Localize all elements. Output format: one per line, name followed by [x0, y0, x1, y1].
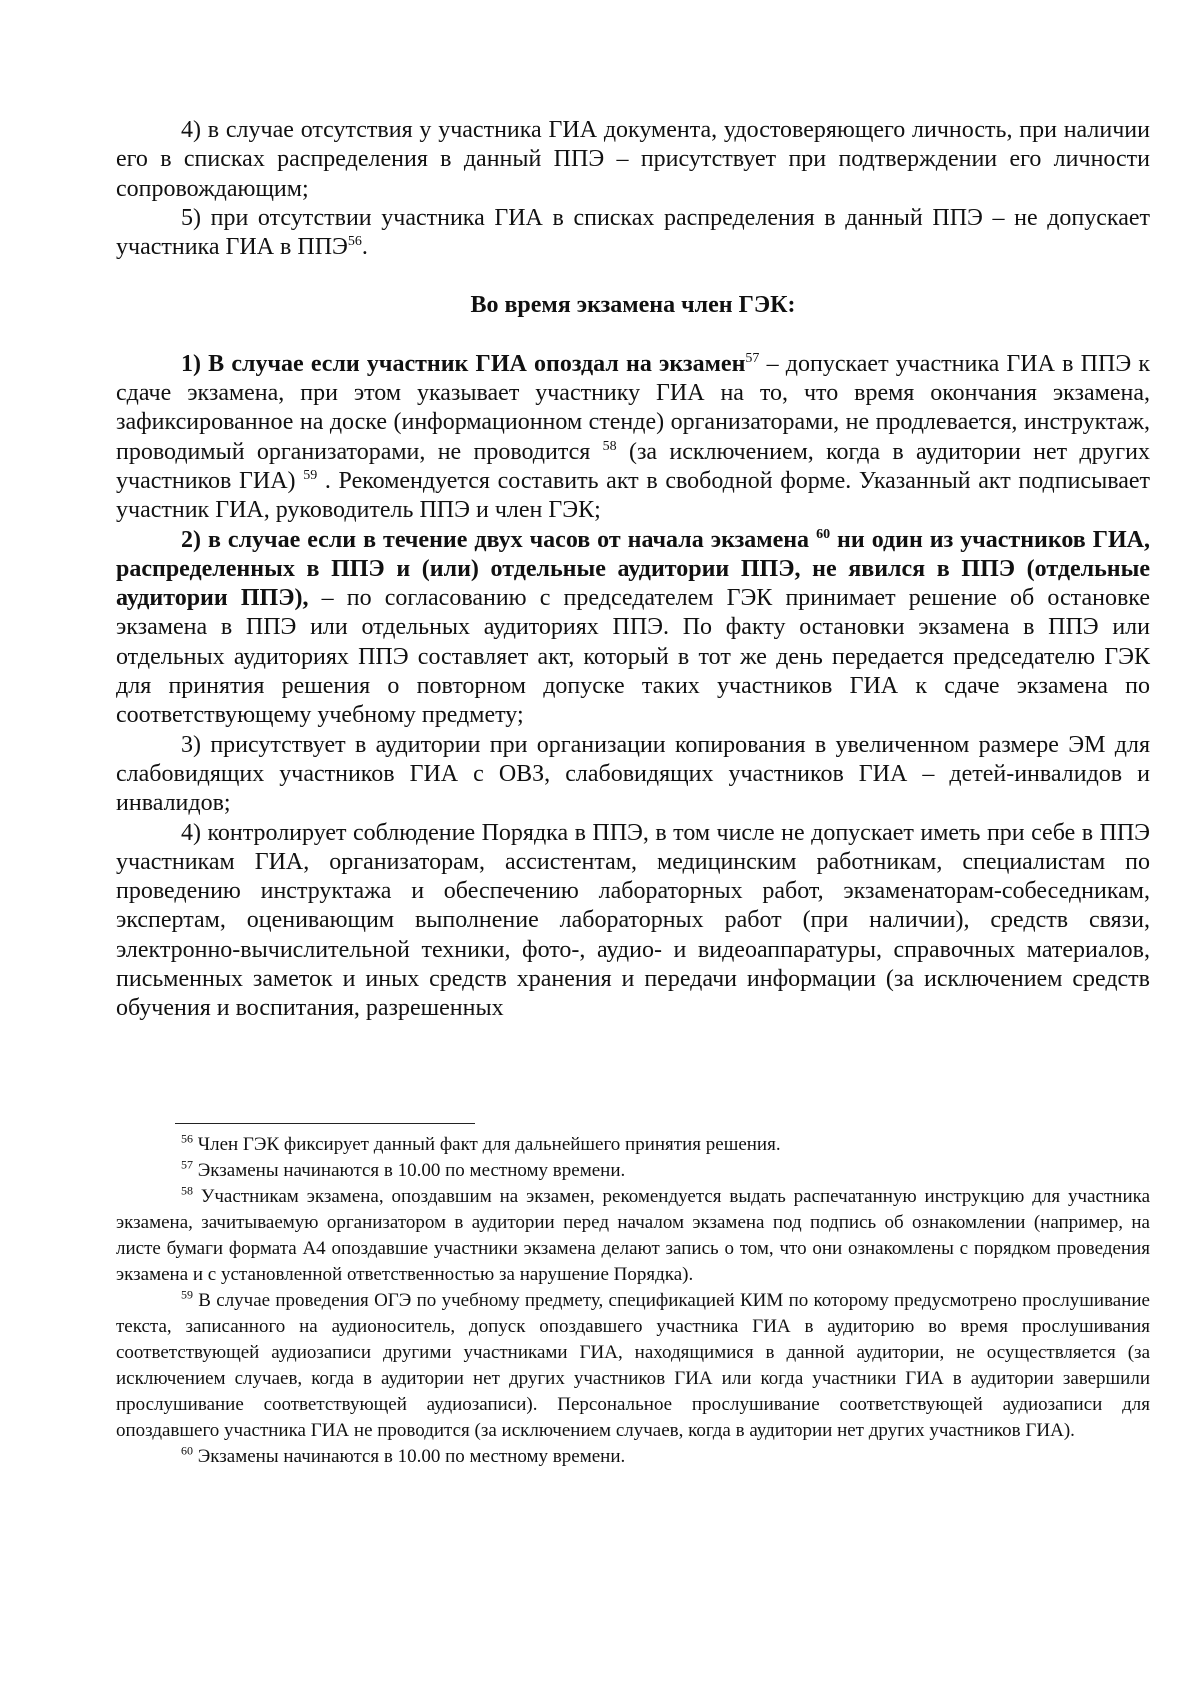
footnote-ref-56: 56: [347, 234, 362, 250]
footnote-56: $^{56}$ Член ГЭК фиксирует данный факт для дальнейшего принятия решения.: [181, 1131, 781, 1155]
footnote-ref-59: 59: [303, 467, 318, 483]
footnote-ref-60: 60: [816, 526, 831, 542]
footnote-ref-57: 57: [745, 350, 760, 366]
paragraph-item-4: 4) в случае отсутствия у участника ГИА документа, удостоверяющего личность, при наличии его в списках распределения в данный ППЭ – присутствует при подтверждении его личности сопровождающим;: [116, 117, 1150, 202]
footnote-58: $^{58}$ Участникам экзамена, опоздавшим на экзамен, рекомендуется выдать распечатанную инструкцию для участника экзамена, зачитываемую организатором в аудитории перед началом экзамена под подпись об ознакомлении (например, на листе бумаги формата А4 опоздавшие участники экзамена делают запись о том, что они ознакомлены с порядком проведения экзамена и с установленной ответственностью за нарушение Порядка).: [116, 1183, 1150, 1285]
exam-item-4: 4) контролирует соблюдение Порядка в ППЭ, в том числе не допускает иметь при себе в ППЭ участникам ГИА, организаторам, ассистентам, медицинским работникам, специалистам по проведению инструктажа и обеспечению лабораторных работ, экзаменаторам-собеседникам, экспертам, оценивающим выполнение лабораторных работ (при наличии), средств связи, электронно-вычислительной техники, фото-, аудио- и видеоаппаратуры, справочных материалов, письменных заметок и иных средств хранения и передачи информации (за исключением средств обучения и воспитания, разрешенных: [116, 819, 1150, 1022]
exam-item-2: 2) в случае если в течение двух часов от начала экзамена $^{60}$ ни один из участников ГИА, распределенных в ППЭ и (или) отдельные аудитории ППЭ, не явился в ППЭ (отдельные аудитории ППЭ), – по согласованию с председателем ГЭК принимает решение об остановке экзамена в ППЭ или отдельных аудиториях ППЭ. По факту остановки экзамена в ППЭ или отдельных аудиториях ППЭ составляет акт, который в тот же день передается председателю ГЭК для принятия решения о повторном допуске таких участников ГИА к сдаче экзамена по соответствующему учебному предмету;: [116, 526, 1151, 729]
main-text: [116, 116, 1150, 1024]
footnote-separator: [175, 1123, 475, 1124]
footnote-59: $^{59}$ В случае проведения ОГЭ по учебному предмету, спецификацией КИМ по которому предусмотрено прослушивание текста, записанного на аудионоситель, допуск опоздавшего участника ГИА в аудиторию во время прослушивания соответствующей аудиозаписи другими участниками ГИА, находящимися в данной аудитории, не осуществляется (за исключением случаев, когда в аудитории нет других участников ГИА или когда участники ГИА в аудитории завершили прослушивание соответствующей аудиозаписи). Персональное прослушивание соответствующей аудиозаписи для опоздавшего участника ГИА не проводится (за исключением случаев, когда в аудитории нет других участников ГИА).: [116, 1287, 1150, 1441]
footnote-57: $^{57}$ Экзамены начинаются в 10.00 по местному времени.: [181, 1157, 626, 1181]
footnote-ref-58: 58: [602, 438, 617, 454]
footnotes: [116, 1132, 1150, 1470]
exam-item-1: 1) В случае если участник ГИА опоздал на экзамен$^{57}$ – допускает участника ГИА в ППЭ к сдаче экзамена, при этом указывает участнику ГИА на то, что время окончания экзамена, зафиксированное на доске (информационном стенде) организаторами, не продлевается, инструктаж, проводимый организаторами, не проводится $^{58}$ (за исключением, когда в аудитории нет других участников ГИА) $^{59}$ . Рекомендуется составить акт в свободной форме. Указанный акт подписывает участник ГИА, руководитель ППЭ и член ГЭК;: [116, 350, 1151, 524]
section-heading: Во время экзамена член ГЭК:: [470, 292, 796, 319]
exam-item-3: 3) присутствует в аудитории при организации копирования в увеличенном размере ЭМ для слабовидящих участников ГИА с ОВЗ, слабовидящих участников ГИА – детей-инвалидов и инвалидов;: [116, 731, 1150, 817]
paragraph-item-5: 5) при отсутствии участника ГИА в списках распределения в данный ППЭ – не допускает участника ГИА в ППЭ$^{56}$.: [116, 204, 1150, 261]
footnote-60: $^{60}$ Экзамены начинаются в 10.00 по местному времени.: [181, 1443, 626, 1467]
